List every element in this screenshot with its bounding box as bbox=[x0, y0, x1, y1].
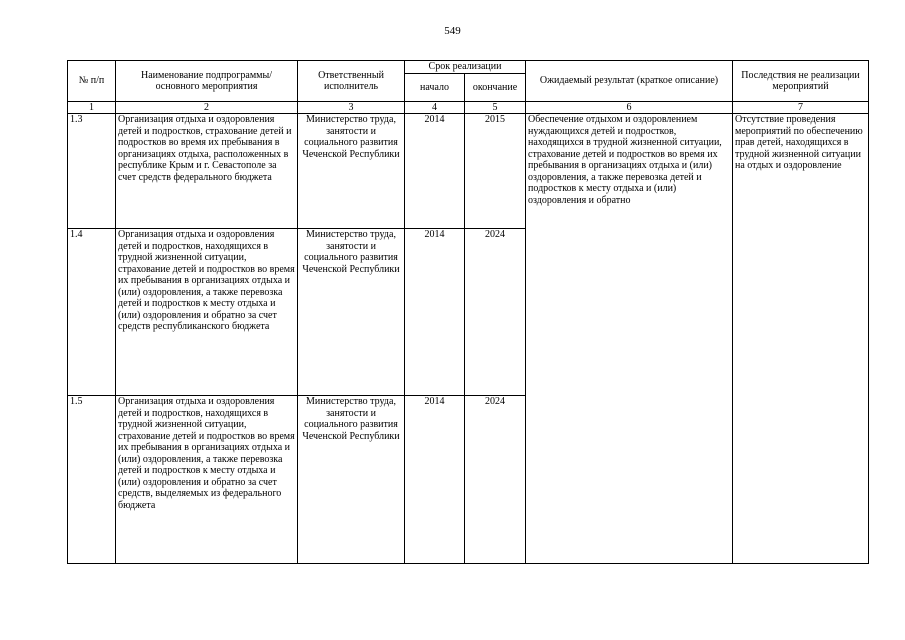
header-num: № п/п bbox=[68, 61, 116, 102]
column-number: 3 bbox=[298, 102, 405, 114]
header-end: окончание bbox=[465, 74, 526, 102]
header-start: начало bbox=[405, 74, 465, 102]
header-executor: Ответственный исполнитель bbox=[298, 61, 405, 102]
measure-name: Организация отдыха и оздоровления детей и подростков, находящихся в трудной жизненной ситуации, страхование детей и подростков во время их пребывания в организациях отдыха и (или) оздоровления, а также перевозка детей и подростков к месту отдыха и (или) оздоровления и обратно за счет средств, выделяемых из федерального бюджета bbox=[116, 396, 298, 564]
expected-result: Обеспечение отдыхом и оздоровлением нуждающихся детей и подростков, находящихся в трудной жизненной ситуации, страхование детей и подростков во время их пребывания в организациях отдыха и (или) оздоровления, а также перевозка детей и подростков к месту отдыха и (или) оздоровления и обратно bbox=[526, 114, 733, 564]
column-number: 7 bbox=[733, 102, 869, 114]
column-number: 5 bbox=[465, 102, 526, 114]
start-year: 2014 bbox=[405, 229, 465, 396]
header-consequences: Последствия не реализации мероприятий bbox=[733, 61, 869, 102]
table-row bbox=[68, 114, 869, 229]
program-measures-table bbox=[67, 60, 869, 564]
row-number: 1.3 bbox=[68, 114, 116, 229]
start-year: 2014 bbox=[405, 396, 465, 564]
row-number: 1.5 bbox=[68, 396, 116, 564]
page-number: 549 bbox=[444, 25, 461, 37]
responsible-executor: Министерство труда, занятости и социального развития Чеченской Республики bbox=[298, 396, 405, 564]
end-year: 2024 bbox=[465, 396, 526, 564]
header-result: Ожидаемый результат (краткое описание) bbox=[526, 61, 733, 102]
consequences: Отсутствие проведения мероприятий по обеспечению прав детей, находящихся в трудной жизненной ситуации на отдых и оздоровление bbox=[733, 114, 869, 564]
measure-name: Организация отдыха и оздоровления детей и подростков, находящихся в трудной жизненной ситуации, страхование детей и подростков во время их пребывания в организациях отдыха и (или) оздоровления, а также перевозка детей и подростков к месту отдыха и (или) оздоровления и обратно за счет средств республиканского бюджета bbox=[116, 229, 298, 396]
header-period: Срок реализации bbox=[405, 61, 526, 74]
column-number: 6 bbox=[526, 102, 733, 114]
responsible-executor: Министерство труда, занятости и социального развития Чеченской Республики bbox=[298, 114, 405, 229]
row-number: 1.4 bbox=[68, 229, 116, 396]
start-year: 2014 bbox=[405, 114, 465, 229]
column-numbers-row bbox=[68, 102, 869, 114]
end-year: 2015 bbox=[465, 114, 526, 229]
column-number: 1 bbox=[68, 102, 116, 114]
column-number: 2 bbox=[116, 102, 298, 114]
end-year: 2024 bbox=[465, 229, 526, 396]
responsible-executor: Министерство труда, занятости и социального развития Чеченской Республики bbox=[298, 229, 405, 396]
measure-name: Организация отдыха и оздоровления детей и подростков, страхование детей и подростков во время их пребывания в организациях отдыха, расположенных в республике Крым и г. Севастополе за счет средств федерального бюджета bbox=[116, 114, 298, 229]
column-number: 4 bbox=[405, 102, 465, 114]
header-name: Наименование подпрограммы/ основного мероприятия bbox=[116, 61, 298, 102]
